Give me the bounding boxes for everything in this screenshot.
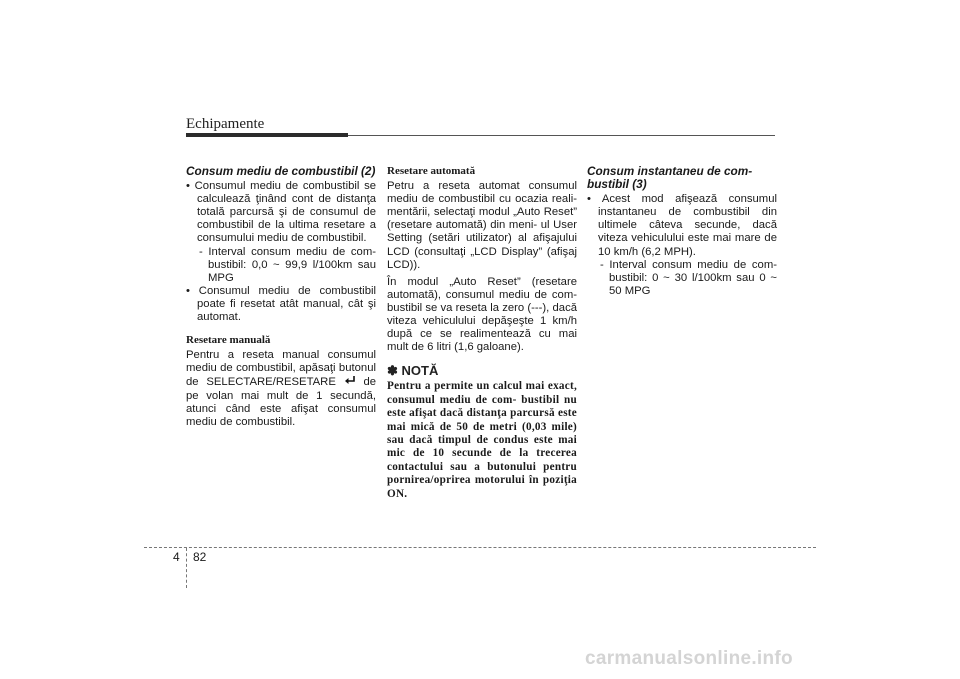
instant-fuel-bullet: • Acest mod afişează consumul instantaneu de combustibil din ultimele câteva secunde, dacă viteza vehiculului este mai mare de 10 km/h (6,2 MPH). <box>587 193 777 258</box>
column-middle <box>387 165 577 501</box>
note-text: Pentru a permite un calcul mai exact, consumul mediu de com- bustibil nu este afişat dacă distanţa parcursă este mai mică de 50 de metri (0,03 mile) sau dacă timpul de condus este mai mic de 10 secunde de la trecerea contactului sau a butonului pentru pornirea/oprirea motorului în poziţia ON. <box>387 380 577 500</box>
note-title: ✽ NOTĂ <box>387 363 439 379</box>
auto-reset-text-2: În modul „Auto Reset” (resetare automată), consumul mediu de com- bustibil se va reseta la zero (---), dacă viteza vehiculului depăşeşte 1 km/h după ce se realimentează cu mai mult de 6 litri (1,6 galoane). <box>387 275 577 354</box>
chapter-number: 4 <box>173 550 180 564</box>
avg-fuel-bullet-2: • Consumul mediu de combustibil poate fi resetat atât manual, cât şi automat. <box>186 285 376 324</box>
header-rule-thin <box>348 135 775 136</box>
auto-reset-text-1: Petru a reseta automat consumul mediu de combustibil cu ocazia reali- mentării, selectaţi modul „Auto Reset” (resetare automată) din meni- ul User Setting (setări utilizator) al afişajului LCD (consultaţi „LCD Display” (afişaj LCD)). <box>387 180 577 271</box>
enter-return-icon <box>344 375 356 386</box>
section-header: Echipamente <box>186 116 265 132</box>
avg-fuel-heading: Consum mediu de combustibil (2) <box>186 164 376 178</box>
footer-rule <box>144 547 816 548</box>
avg-fuel-bullet-1: • Consumul mediu de combustibil se calculează ţinând cont de distanţa totală parcursă şi de consumul de combustibil de la ultima resetare a consumului mediu de combustibil. <box>186 180 376 245</box>
header-rule-thick <box>186 133 348 137</box>
instant-fuel-range: - Interval consum mediu de com- bustibil: 0 ~ 30 l/100km sau 0 ~ 50 MPG <box>600 258 777 297</box>
footer-divider <box>186 548 187 588</box>
auto-reset-heading: Resetare automată <box>387 165 476 177</box>
page-number: 82 <box>193 550 207 564</box>
manual-reset-heading: Resetare manuală <box>186 334 271 347</box>
column-right <box>587 165 777 298</box>
manual-reset-text: Pentru a reseta manual consumul mediu de combustibil, apăsaţi butonul de SELECTARE/RESETARE de pe volan mai mult de 1 secundă, atunci când este afişat consumul mediu de combustibil. <box>186 349 377 428</box>
watermark: carmanualsonline.info <box>585 648 793 669</box>
column-left <box>186 165 376 429</box>
avg-fuel-range: - Interval consum mediu de com- bustibil: 0,0 ~ 99,9 l/100km sau MPG <box>199 245 376 284</box>
instant-fuel-heading: Consum instantaneu de com- bustibil (3) <box>587 164 753 192</box>
